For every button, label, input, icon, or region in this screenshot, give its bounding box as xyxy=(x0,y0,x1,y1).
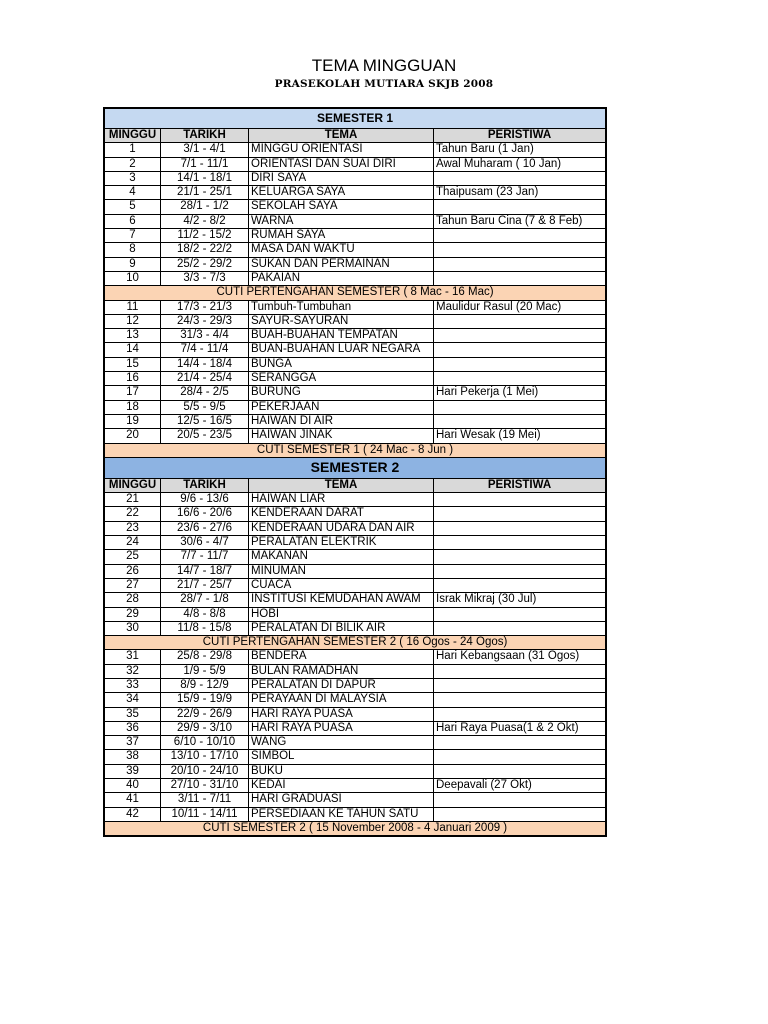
theme-cell: BUNGA xyxy=(249,357,434,371)
date-cell: 20/10 - 24/10 xyxy=(161,764,249,778)
date-cell: 4/2 - 8/2 xyxy=(161,214,249,228)
date-cell: 7/1 - 11/1 xyxy=(161,157,249,171)
week-cell: 39 xyxy=(105,764,161,778)
theme-cell: CUACA xyxy=(249,578,434,592)
table-row xyxy=(105,536,606,550)
event-cell xyxy=(434,736,606,750)
week-cell: 11 xyxy=(105,300,161,314)
date-cell: 23/6 - 27/6 xyxy=(161,521,249,535)
table-row xyxy=(105,807,606,821)
theme-cell: WARNA xyxy=(249,214,434,228)
theme-cell: HOBI xyxy=(249,607,434,621)
event-cell: Hari Wesak (19 Mei) xyxy=(434,429,606,443)
theme-cell: SUKAN DAN PERMAINAN xyxy=(249,257,434,271)
week-cell: 38 xyxy=(105,750,161,764)
event-cell xyxy=(434,507,606,521)
event-cell xyxy=(434,664,606,678)
holiday-label: CUTI SEMESTER 2 ( 15 November 2008 - 4 Januari 2009 ) xyxy=(105,821,606,835)
holiday-row xyxy=(105,636,606,650)
week-cell: 36 xyxy=(105,721,161,735)
page-title: TEMA MINGGUAN xyxy=(311,56,457,75)
table-row xyxy=(105,329,606,343)
table-row xyxy=(105,607,606,621)
schedule-body xyxy=(105,109,606,836)
theme-cell: BULAN RAMADHAN xyxy=(249,664,434,678)
theme-cell: PERALATAN DI DAPUR xyxy=(249,678,434,692)
date-cell: 4/8 - 8/8 xyxy=(161,607,249,621)
table-row xyxy=(105,493,606,507)
table-row xyxy=(105,357,606,371)
event-cell xyxy=(434,257,606,271)
column-header: TARIKH xyxy=(161,478,249,492)
table-row xyxy=(105,171,606,185)
event-cell: Israk Mikraj (30 Jul) xyxy=(434,593,606,607)
table-row xyxy=(105,257,606,271)
theme-cell: BURUNG xyxy=(249,386,434,400)
event-cell xyxy=(434,171,606,185)
week-cell: 27 xyxy=(105,578,161,592)
week-cell: 13 xyxy=(105,329,161,343)
table-row xyxy=(105,314,606,328)
theme-cell: SERANGGA xyxy=(249,372,434,386)
theme-cell: KENDERAAN UDARA DAN AIR xyxy=(249,521,434,535)
week-cell: 5 xyxy=(105,200,161,214)
week-cell: 1 xyxy=(105,143,161,157)
holiday-row xyxy=(105,821,606,835)
table-row xyxy=(105,157,606,171)
event-cell xyxy=(434,807,606,821)
event-cell xyxy=(434,678,606,692)
date-cell: 30/6 - 4/7 xyxy=(161,536,249,550)
semester-title: SEMESTER 1 xyxy=(105,109,606,129)
date-cell: 28/4 - 2/5 xyxy=(161,386,249,400)
table-row xyxy=(105,414,606,428)
date-cell: 28/1 - 1/2 xyxy=(161,200,249,214)
page-subtitle: PRASEKOLAH MUTIARA SKJB 2008 xyxy=(274,78,494,90)
table-row xyxy=(105,243,606,257)
event-cell xyxy=(434,536,606,550)
event-cell: Hari Kebangsaan (31 Ogos) xyxy=(434,650,606,664)
event-cell xyxy=(434,329,606,343)
column-header: TEMA xyxy=(249,129,434,143)
event-cell: Hari Raya Puasa(1 & 2 Okt) xyxy=(434,721,606,735)
week-cell: 29 xyxy=(105,607,161,621)
theme-cell: RUMAH SAYA xyxy=(249,229,434,243)
week-cell: 25 xyxy=(105,550,161,564)
event-cell xyxy=(434,764,606,778)
table-row xyxy=(105,343,606,357)
week-cell: 12 xyxy=(105,314,161,328)
date-cell: 3/1 - 4/1 xyxy=(161,143,249,157)
column-header: PERISTIWA xyxy=(434,129,606,143)
week-cell: 37 xyxy=(105,736,161,750)
theme-cell: HARI RAYA PUASA xyxy=(249,721,434,735)
theme-cell: MAKANAN xyxy=(249,550,434,564)
week-cell: 35 xyxy=(105,707,161,721)
column-header: MINGGU xyxy=(105,129,161,143)
semester-header xyxy=(105,109,606,129)
event-cell xyxy=(434,400,606,414)
table-row xyxy=(105,229,606,243)
holiday-label: CUTI PERTENGAHAN SEMESTER ( 8 Mac - 16 Mac) xyxy=(105,286,606,300)
event-cell xyxy=(434,621,606,635)
table-row xyxy=(105,578,606,592)
column-header: TARIKH xyxy=(161,129,249,143)
event-cell xyxy=(434,343,606,357)
holiday-label: CUTI SEMESTER 1 ( 24 Mac - 8 Jun ) xyxy=(105,443,606,457)
table-row xyxy=(105,429,606,443)
event-cell xyxy=(434,372,606,386)
event-cell xyxy=(434,243,606,257)
week-cell: 30 xyxy=(105,621,161,635)
table-row xyxy=(105,300,606,314)
date-cell: 1/9 - 5/9 xyxy=(161,664,249,678)
date-cell: 25/2 - 29/2 xyxy=(161,257,249,271)
table-row xyxy=(105,678,606,692)
event-cell xyxy=(434,693,606,707)
date-cell: 11/2 - 15/2 xyxy=(161,229,249,243)
week-cell: 19 xyxy=(105,414,161,428)
event-cell xyxy=(434,550,606,564)
theme-cell: WANG xyxy=(249,736,434,750)
date-cell: 28/7 - 1/8 xyxy=(161,593,249,607)
week-cell: 23 xyxy=(105,521,161,535)
date-cell: 22/9 - 26/9 xyxy=(161,707,249,721)
week-cell: 10 xyxy=(105,271,161,285)
theme-cell: MINGGU ORIENTASI xyxy=(249,143,434,157)
column-header-row xyxy=(105,129,606,143)
table-row xyxy=(105,779,606,793)
theme-cell: BUAN-BUAHAN LUAR NEGARA xyxy=(249,343,434,357)
date-cell: 20/5 - 23/5 xyxy=(161,429,249,443)
theme-cell: MINUMAN xyxy=(249,564,434,578)
week-cell: 17 xyxy=(105,386,161,400)
table-row xyxy=(105,400,606,414)
theme-cell: Tumbuh-Tumbuhan xyxy=(249,300,434,314)
theme-cell: KEDAI xyxy=(249,779,434,793)
week-cell: 14 xyxy=(105,343,161,357)
event-cell xyxy=(434,229,606,243)
theme-cell: SIMBOL xyxy=(249,750,434,764)
date-cell: 18/2 - 22/2 xyxy=(161,243,249,257)
table-row xyxy=(105,721,606,735)
theme-cell: PERALATAN DI BILIK AIR xyxy=(249,621,434,635)
week-cell: 7 xyxy=(105,229,161,243)
theme-cell: BENDERA xyxy=(249,650,434,664)
event-cell: Deepavali (27 Okt) xyxy=(434,779,606,793)
theme-cell: HARI RAYA PUASA xyxy=(249,707,434,721)
table-row xyxy=(105,186,606,200)
event-cell: Awal Muharam ( 10 Jan) xyxy=(434,157,606,171)
date-cell: 14/7 - 18/7 xyxy=(161,564,249,578)
date-cell: 21/4 - 25/4 xyxy=(161,372,249,386)
event-cell: Tahun Baru Cina (7 & 8 Feb) xyxy=(434,214,606,228)
table-row xyxy=(105,750,606,764)
date-cell: 7/4 - 11/4 xyxy=(161,343,249,357)
event-cell: Hari Pekerja (1 Mei) xyxy=(434,386,606,400)
week-cell: 18 xyxy=(105,400,161,414)
table-row xyxy=(105,271,606,285)
date-cell: 7/7 - 11/7 xyxy=(161,550,249,564)
date-cell: 11/8 - 15/8 xyxy=(161,621,249,635)
week-cell: 4 xyxy=(105,186,161,200)
theme-cell: HAIWAN DI AIR xyxy=(249,414,434,428)
semester-title: SEMESTER 2 xyxy=(105,457,606,478)
week-cell: 31 xyxy=(105,650,161,664)
column-header: TEMA xyxy=(249,478,434,492)
week-cell: 33 xyxy=(105,678,161,692)
theme-cell: SAYUR-SAYURAN xyxy=(249,314,434,328)
date-cell: 21/1 - 25/1 xyxy=(161,186,249,200)
week-cell: 9 xyxy=(105,257,161,271)
theme-cell: HAIWAN JINAK xyxy=(249,429,434,443)
date-cell: 16/6 - 20/6 xyxy=(161,507,249,521)
theme-cell: ORIENTASI DAN SUAI DIRI xyxy=(249,157,434,171)
event-cell xyxy=(434,493,606,507)
date-cell: 31/3 - 4/4 xyxy=(161,329,249,343)
theme-cell: BUAH-BUAHAN TEMPATAN xyxy=(249,329,434,343)
theme-cell: MASA DAN WAKTU xyxy=(249,243,434,257)
theme-cell: PERALATAN ELEKTRIK xyxy=(249,536,434,550)
theme-cell: KELUARGA SAYA xyxy=(249,186,434,200)
date-cell: 13/10 - 17/10 xyxy=(161,750,249,764)
event-cell xyxy=(434,200,606,214)
week-cell: 8 xyxy=(105,243,161,257)
table-row xyxy=(105,621,606,635)
date-cell: 3/3 - 7/3 xyxy=(161,271,249,285)
event-cell xyxy=(434,707,606,721)
week-cell: 15 xyxy=(105,357,161,371)
date-cell: 12/5 - 16/5 xyxy=(161,414,249,428)
event-cell: Thaipusam (23 Jan) xyxy=(434,186,606,200)
week-cell: 20 xyxy=(105,429,161,443)
table-row xyxy=(105,507,606,521)
week-cell: 3 xyxy=(105,171,161,185)
theme-cell: SEKOLAH SAYA xyxy=(249,200,434,214)
theme-cell: BUKU xyxy=(249,764,434,778)
semester-header xyxy=(105,457,606,478)
holiday-row xyxy=(105,443,606,457)
column-header: MINGGU xyxy=(105,478,161,492)
date-cell: 25/8 - 29/8 xyxy=(161,650,249,664)
date-cell: 3/11 - 7/11 xyxy=(161,793,249,807)
date-cell: 10/11 - 14/11 xyxy=(161,807,249,821)
table-row xyxy=(105,664,606,678)
date-cell: 8/9 - 12/9 xyxy=(161,678,249,692)
event-cell xyxy=(434,793,606,807)
table-row xyxy=(105,564,606,578)
date-cell: 15/9 - 19/9 xyxy=(161,693,249,707)
week-cell: 32 xyxy=(105,664,161,678)
week-cell: 42 xyxy=(105,807,161,821)
date-cell: 21/7 - 25/7 xyxy=(161,578,249,592)
table-row xyxy=(105,593,606,607)
table-row xyxy=(105,550,606,564)
weekly-theme-table xyxy=(103,107,607,837)
event-cell xyxy=(434,357,606,371)
theme-cell: INSTITUSI KEMUDAHAN AWAM xyxy=(249,593,434,607)
date-cell: 9/6 - 13/6 xyxy=(161,493,249,507)
week-cell: 21 xyxy=(105,493,161,507)
event-cell xyxy=(434,521,606,535)
theme-cell: HARI GRADUASI xyxy=(249,793,434,807)
date-cell: 29/9 - 3/10 xyxy=(161,721,249,735)
date-cell: 5/5 - 9/5 xyxy=(161,400,249,414)
theme-cell: PERSEDIAAN KE TAHUN SATU xyxy=(249,807,434,821)
table-row xyxy=(105,650,606,664)
table-row xyxy=(105,707,606,721)
date-cell: 14/1 - 18/1 xyxy=(161,171,249,185)
week-cell: 41 xyxy=(105,793,161,807)
table-row xyxy=(105,372,606,386)
week-cell: 22 xyxy=(105,507,161,521)
week-cell: 40 xyxy=(105,779,161,793)
event-cell: Maulidur Rasul (20 Mac) xyxy=(434,300,606,314)
table-row xyxy=(105,200,606,214)
week-cell: 16 xyxy=(105,372,161,386)
table-row xyxy=(105,793,606,807)
column-header: PERISTIWA xyxy=(434,478,606,492)
date-cell: 24/3 - 29/3 xyxy=(161,314,249,328)
table-row xyxy=(105,143,606,157)
week-cell: 34 xyxy=(105,693,161,707)
theme-cell: HAIWAN LIAR xyxy=(249,493,434,507)
theme-cell: PAKAIAN xyxy=(249,271,434,285)
week-cell: 24 xyxy=(105,536,161,550)
table-row xyxy=(105,693,606,707)
event-cell xyxy=(434,750,606,764)
event-cell xyxy=(434,271,606,285)
week-cell: 2 xyxy=(105,157,161,171)
column-header-row xyxy=(105,478,606,492)
event-cell xyxy=(434,314,606,328)
table-row xyxy=(105,386,606,400)
theme-cell: PERAYAAN DI MALAYSIA xyxy=(249,693,434,707)
date-cell: 17/3 - 21/3 xyxy=(161,300,249,314)
schedule-table xyxy=(104,108,606,836)
date-cell: 6/10 - 10/10 xyxy=(161,736,249,750)
event-cell xyxy=(434,578,606,592)
event-cell: Tahun Baru (1 Jan) xyxy=(434,143,606,157)
theme-cell: KENDERAAN DARAT xyxy=(249,507,434,521)
holiday-label: CUTI PERTENGAHAN SEMESTER 2 ( 16 Ogos - 24 Ogos) xyxy=(105,636,606,650)
week-cell: 28 xyxy=(105,593,161,607)
table-row xyxy=(105,764,606,778)
week-cell: 26 xyxy=(105,564,161,578)
date-cell: 14/4 - 18/4 xyxy=(161,357,249,371)
week-cell: 6 xyxy=(105,214,161,228)
theme-cell: PEKERJAAN xyxy=(249,400,434,414)
table-row xyxy=(105,214,606,228)
event-cell xyxy=(434,414,606,428)
theme-cell: DIRI SAYA xyxy=(249,171,434,185)
date-cell: 27/10 - 31/10 xyxy=(161,779,249,793)
event-cell xyxy=(434,564,606,578)
event-cell xyxy=(434,607,606,621)
table-row xyxy=(105,521,606,535)
holiday-row xyxy=(105,286,606,300)
table-row xyxy=(105,736,606,750)
